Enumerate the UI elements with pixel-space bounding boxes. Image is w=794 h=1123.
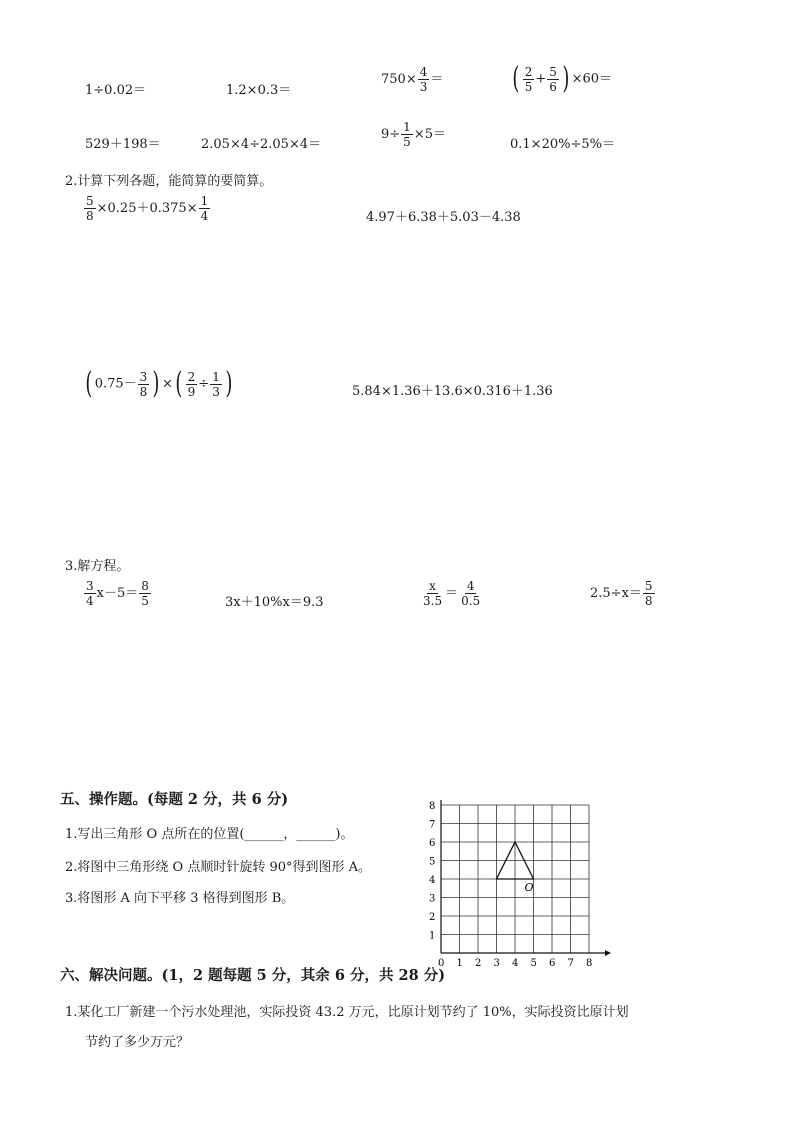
q2-title: 2.计算下列各题，能简算的要简算。 (65, 174, 273, 189)
x-tick-label: 1 (456, 958, 463, 969)
y-tick-label: 7 (429, 819, 436, 831)
y-tick-label: 4 (429, 875, 436, 886)
y-tick-label: 1 (429, 930, 436, 942)
q3-eq-2: 3x＋10%x＝9.3 (225, 595, 324, 610)
x-tick-label: 8 (586, 958, 593, 969)
calc-1-2: 1.2×0.3＝ (226, 83, 292, 98)
x-tick-label: 7 (567, 958, 574, 969)
x-axis-arrow (605, 950, 611, 956)
q3-eq-4: 2.5÷x＝ $\frac{5}{8}$ (590, 579, 653, 608)
y-tick-label: 8 (429, 801, 436, 812)
q2-expr-3: ( 0.75－ $\frac{3}{8}$ ) ×( $\frac{2}{9}$ ÷ $\frac{1}{3}$ ) (85, 366, 233, 401)
section-6-title: 六、解决问题。(1，2 题每题 5 分，其余 6 分，共 28 分) (60, 967, 446, 984)
x-tick-label: 0 (438, 958, 445, 969)
calc-1-1: 1÷0.02＝ (85, 83, 147, 98)
section-5-q1: 1.写出三角形 O 点所在的位置(______，______)。 (65, 827, 354, 842)
y-tick-label: 2 (429, 912, 436, 923)
y-tick-label: 3 (429, 893, 436, 905)
q2-expr-1: $\frac{5}{8}$ ×0.25＋0.375× $\frac{1}{4}$ (86, 194, 209, 223)
calc-1-3: 750× $\frac{4}{3}$ ＝ (381, 65, 444, 94)
y-tick-labels (429, 801, 435, 942)
section-5-q2: 2.将图中三角形绕 O 点顺时针旋转 90°得到图形 A。 (65, 860, 372, 875)
q3-eq-3: $\frac{x}{3.5}$ ＝ $\frac{4}{0.5}$ (423, 579, 481, 608)
section-5-q3: 3.将图形 A 向下平移 3 格得到图形 B。 (65, 891, 295, 906)
x-tick-label: 4 (512, 958, 519, 969)
q2-expr-2: 4.97＋6.38＋5.03－4.38 (366, 210, 521, 225)
calc-1-4: ( $\frac{2}{5}$ + $\frac{5}{6}$ ) ×60＝ (512, 61, 613, 96)
x-tick-label: 3 (493, 958, 500, 969)
x-tick-labels (438, 958, 592, 969)
section-6-q1-line1: 1.某化工厂新建一个污水处理池，实际投资 43.2 万元，比原计划节约了 10%，实际投资比原计划 (65, 1005, 629, 1020)
point-o-label: O (524, 881, 534, 894)
q3-eq-1: $\frac{3}{4}$ x－5＝ $\frac{8}{5}$ (86, 579, 149, 608)
y-tick-label: 5 (429, 856, 436, 868)
x-tick-label: 2 (475, 958, 482, 969)
coordinate-grid (425, 800, 625, 975)
calc-2-2: 2.05×4÷2.05×4＝ (201, 137, 322, 152)
x-tick-label: 6 (549, 958, 556, 969)
section-6-q1-line2: 节约了多少万元？ (85, 1035, 190, 1050)
q2-expr-4: 5.84×1.36＋13.6×0.316＋1.36 (352, 384, 553, 399)
x-tick-label: 5 (530, 958, 537, 969)
calc-2-3: 9÷ $\frac{1}{5}$ ×5＝ (381, 120, 446, 149)
calc-2-1: 529＋198＝ (85, 137, 161, 152)
section-5-title: 五、操作题。(每题 2 分，共 6 分) (60, 791, 289, 808)
y-tick-label: 6 (429, 838, 436, 849)
q3-title: 3.解方程。 (65, 559, 130, 574)
calc-2-4: 0.1×20%÷5%＝ (510, 137, 615, 152)
